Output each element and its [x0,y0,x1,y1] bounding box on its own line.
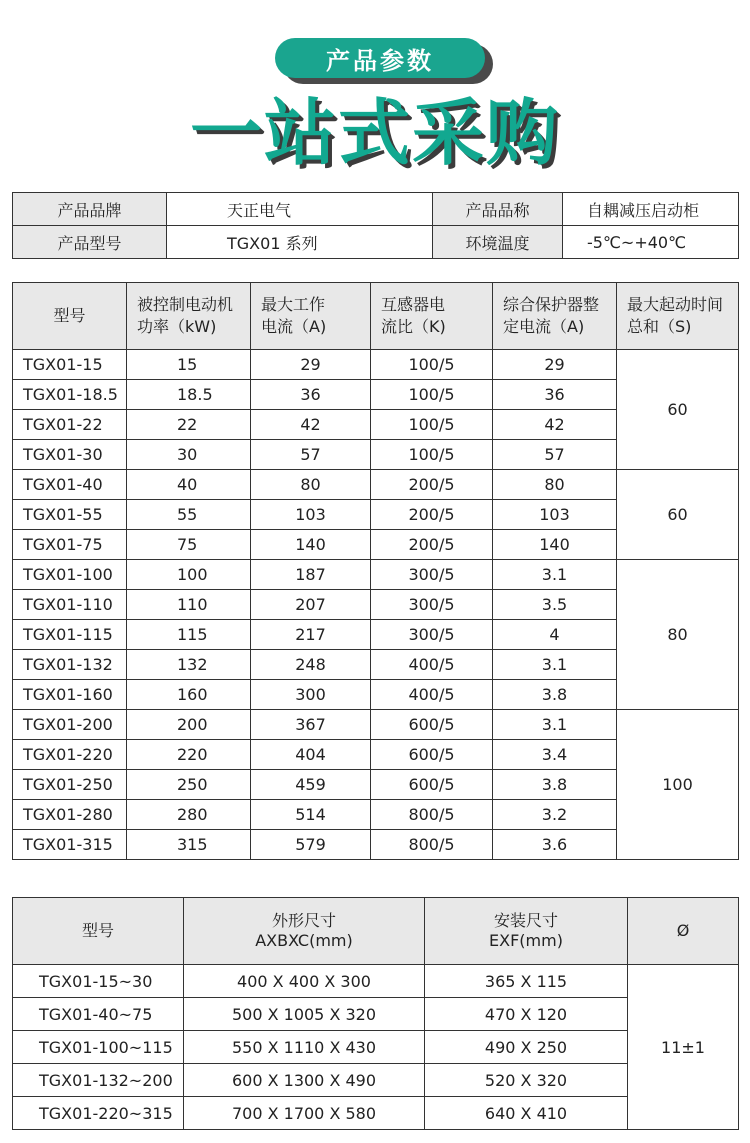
table-cell: 470 X 120 [425,998,628,1031]
column-header-text: Ø [676,921,690,940]
table-cell: 248 [251,650,371,680]
column-header [425,898,628,965]
column-header-text: 流比（K) [381,317,446,336]
info-label: 产品品称 [433,193,563,226]
column-header-text: 功率（kW) [137,317,217,336]
dimension-table [12,897,739,1130]
column-header-text: 电流（A) [261,317,327,336]
table-cell: 600/5 [371,740,493,770]
table-row [13,965,739,998]
table-cell: 30 [127,440,251,470]
column-header [617,283,739,350]
column-header-text: 型号 [81,921,114,940]
start-time-cell: 60 [617,470,739,560]
table-cell: 15 [127,350,251,380]
table-cell: 42 [251,410,371,440]
table-row [13,470,739,500]
column-header [493,283,617,350]
table-cell: TGX01-15~30 [13,965,184,998]
column-header [184,898,425,965]
table-cell: 300/5 [371,620,493,650]
table-cell: 200 [127,710,251,740]
table-cell: TGX01-40~75 [13,998,184,1031]
info-value: TGX01 系列 [167,226,433,259]
column-header-text: AXBXC(mm) [255,931,353,950]
table-cell: 3.1 [493,710,617,740]
table-cell: 36 [251,380,371,410]
table-cell: 103 [251,500,371,530]
table-cell: TGX01-110 [13,590,127,620]
table-cell: 400/5 [371,650,493,680]
table-cell: 520 X 320 [425,1064,628,1097]
table-cell: 40 [127,470,251,500]
column-header [371,283,493,350]
table-cell: 3.5 [493,590,617,620]
table-cell: 200/5 [371,530,493,560]
table-cell: 42 [493,410,617,440]
table-cell: 103 [493,500,617,530]
table-cell: TGX01-220 [13,740,127,770]
table-cell: 365 X 115 [425,965,628,998]
table-cell: 400 X 400 X 300 [184,965,425,998]
table-cell: 207 [251,590,371,620]
table-cell: 3.1 [493,560,617,590]
table-cell: TGX01-200 [13,710,127,740]
info-value: 自耦减压启动柜 [563,193,739,226]
table-cell: TGX01-315 [13,830,127,860]
table-cell: 3.2 [493,800,617,830]
table-cell: 220 [127,740,251,770]
table-cell: TGX01-100~115 [13,1031,184,1064]
table-cell: 100/5 [371,410,493,440]
column-header [251,283,371,350]
table-cell: 29 [493,350,617,380]
column-header-text: 互感器电 [381,295,446,314]
table-row [13,350,739,380]
table-cell: 300/5 [371,560,493,590]
table-cell: 100/5 [371,440,493,470]
column-header-text: 综合保护器整 [503,295,600,314]
table-cell: 800/5 [371,800,493,830]
table-cell: 80 [493,470,617,500]
table-cell: 800/5 [371,830,493,860]
table-cell: 700 X 1700 X 580 [184,1097,425,1130]
column-header-text: EXF(mm) [489,931,563,950]
table-cell: TGX01-132~200 [13,1064,184,1097]
table-cell: TGX01-220~315 [13,1097,184,1130]
table-cell: 110 [127,590,251,620]
column-header-text: 被控制电动机 [137,295,234,314]
table-cell: 115 [127,620,251,650]
info-row [13,193,739,226]
table-cell: 36 [493,380,617,410]
table-cell: 200/5 [371,500,493,530]
info-label: 环境温度 [433,226,563,259]
table-cell: 404 [251,740,371,770]
column-header [628,898,739,965]
table-cell: 459 [251,770,371,800]
column-header-text: 外形尺寸 [271,911,336,930]
table-cell: 140 [251,530,371,560]
table-row [13,560,739,590]
spec-table [12,282,739,860]
table-cell: 100 [127,560,251,590]
table-cell: 29 [251,350,371,380]
info-label: 产品品牌 [13,193,167,226]
column-header [127,283,251,350]
start-time-cell: 60 [617,350,739,470]
table-cell: 100/5 [371,350,493,380]
table-cell: TGX01-132 [13,650,127,680]
page-title: 一站式采购 [189,91,560,175]
table-cell: 4 [493,620,617,650]
table-cell: 600/5 [371,710,493,740]
table-cell: 80 [251,470,371,500]
table-cell: 490 X 250 [425,1031,628,1064]
table-cell: TGX01-100 [13,560,127,590]
table-cell: TGX01-40 [13,470,127,500]
table-row [13,710,739,740]
table-cell: 55 [127,500,251,530]
column-header [13,898,184,965]
table-cell: TGX01-55 [13,500,127,530]
table-cell: 514 [251,800,371,830]
table-cell: 57 [493,440,617,470]
table-cell: TGX01-30 [13,440,127,470]
table-cell: 579 [251,830,371,860]
table-cell: 3.6 [493,830,617,860]
start-time-cell: 80 [617,560,739,710]
table-cell: 500 X 1005 X 320 [184,998,425,1031]
table-cell: 22 [127,410,251,440]
table-cell: 217 [251,620,371,650]
column-header-text: 最大起动时间 [627,295,724,314]
table-cell: 160 [127,680,251,710]
section-badge: 产品参数 [275,38,485,78]
table-cell: 200/5 [371,470,493,500]
column-header-text: 安装尺寸 [493,911,558,930]
start-time-cell: 100 [617,710,739,860]
table-cell: 600 X 1300 X 490 [184,1064,425,1097]
column-header [13,283,127,350]
table-cell: TGX01-75 [13,530,127,560]
product-info-table [12,192,739,259]
info-row [13,226,739,259]
table-cell: 300/5 [371,590,493,620]
table-cell: 400/5 [371,680,493,710]
table-cell: TGX01-22 [13,410,127,440]
info-value: 天正电气 [167,193,433,226]
table-cell: 250 [127,770,251,800]
table-cell: TGX01-160 [13,680,127,710]
table-cell: 18.5 [127,380,251,410]
table-cell: TGX01-15 [13,350,127,380]
table-cell: 132 [127,650,251,680]
column-header-text: 型号 [53,306,86,325]
table-cell: TGX01-250 [13,770,127,800]
table-cell: TGX01-18.5 [13,380,127,410]
table-cell: TGX01-280 [13,800,127,830]
table-cell: 3.8 [493,680,617,710]
table-cell: 640 X 410 [425,1097,628,1130]
table-cell: 600/5 [371,770,493,800]
table-cell: 550 X 1110 X 430 [184,1031,425,1064]
column-header-text: 最大工作 [261,295,326,314]
diameter-cell: 11±1 [628,965,739,1130]
table-cell: 100/5 [371,380,493,410]
column-header-text: 定电流（A) [503,317,585,336]
table-cell: 280 [127,800,251,830]
info-value: -5℃~+40℃ [563,226,739,259]
table-cell: 3.8 [493,770,617,800]
info-label: 产品型号 [13,226,167,259]
table-cell: 140 [493,530,617,560]
table-cell: 75 [127,530,251,560]
table-cell: 57 [251,440,371,470]
table-cell: 187 [251,560,371,590]
table-cell: 3.1 [493,650,617,680]
table-cell: 3.4 [493,740,617,770]
column-header-text: 总和（S) [627,317,692,336]
table-cell: TGX01-115 [13,620,127,650]
table-cell: 367 [251,710,371,740]
table-cell: 315 [127,830,251,860]
table-cell: 300 [251,680,371,710]
